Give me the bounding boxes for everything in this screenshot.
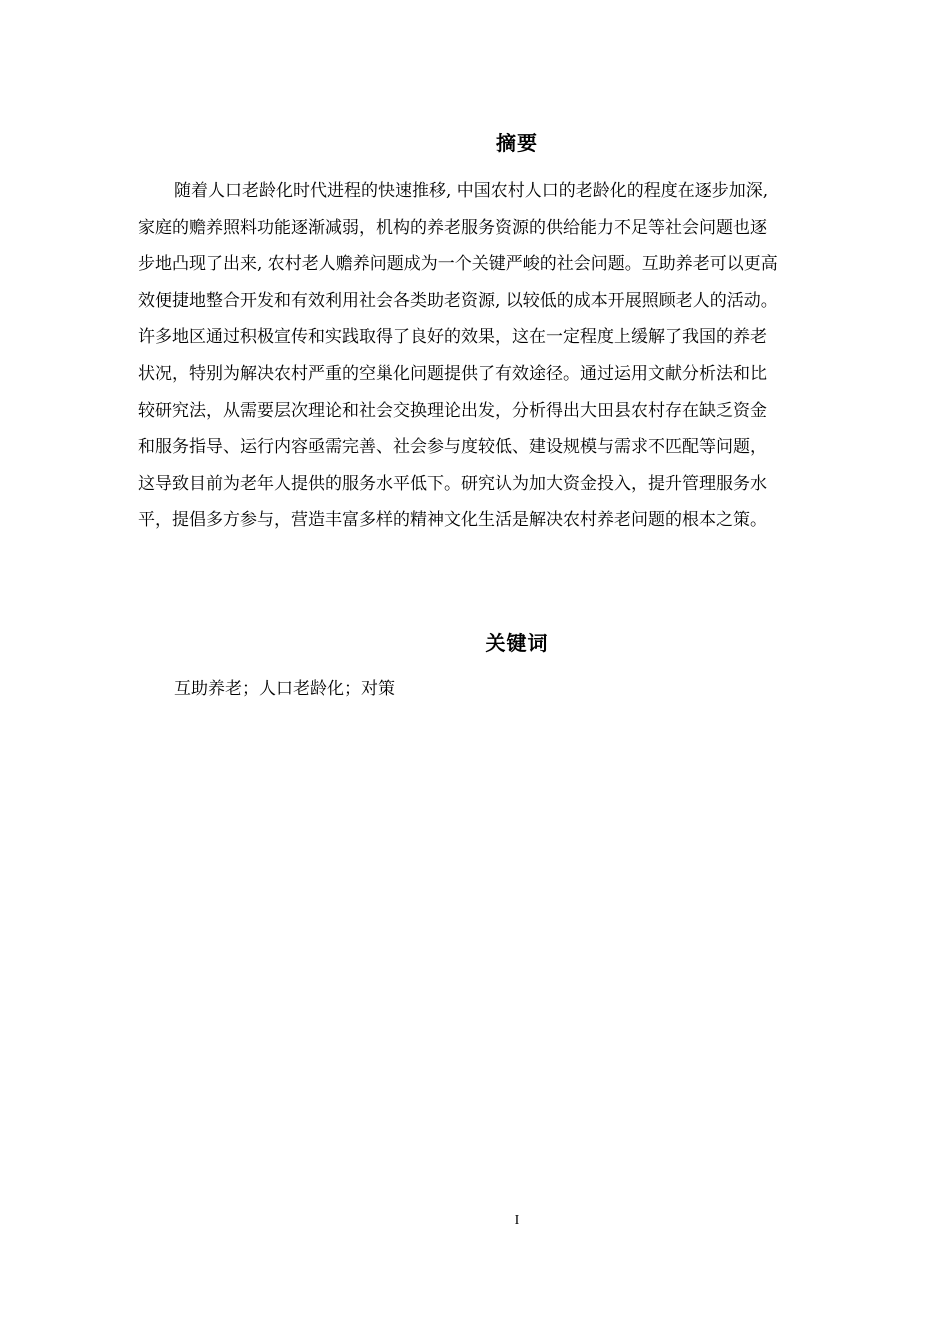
abstract-body [138,173,854,539]
page-number: I [514,1213,520,1228]
abstract-line: 家庭的赡养照料功能逐渐减弱，机构的养老服务资源的供给能力不足等社会问题也逐 [138,217,767,238]
abstract-line: 步地凸现了出来, 农村老人赡养问题成为一个关键严峻的社会问题。互助养老可以更高 [138,254,778,275]
abstract-line: 平，提倡多方参与，营造丰富多样的精神文化生活是解决农村养老问题的根本之策。 [138,510,767,531]
abstract-line: 这导致目前为老年人提供的服务水平低下。研究认为加大资金投入，提升管理服务水 [138,473,767,494]
keywords-text: 互助养老；人口老龄化；对策 [174,679,395,699]
abstract-line: 和服务指导、运行内容亟需完善、社会参与度较低、建设规模与需求不匹配等问题， [138,437,767,458]
keywords-heading: 关键词 [485,631,549,655]
abstract-line: 状况，特别为解决农村严重的空巢化问题提供了有效途径。通过运用文献分析法和比 [138,363,767,384]
abstract-line: 随着人口老龄化时代进程的快速推移, 中国农村人口的老龄化的程度在逐步加深, [174,181,769,201]
abstract-line: 许多地区通过积极宣传和实践取得了良好的效果，这在一定程度上缓解了我国的养老 [138,327,767,348]
abstract-line: 效便捷地整合开发和有效利用社会各类助老资源, 以较低的成本开展照顾老人的活动。 [138,290,778,311]
abstract-heading: 摘要 [496,131,538,155]
abstract-line: 较研究法，从需要层次理论和社会交换理论出发，分析得出大田县农村存在缺乏资金 [138,400,767,421]
